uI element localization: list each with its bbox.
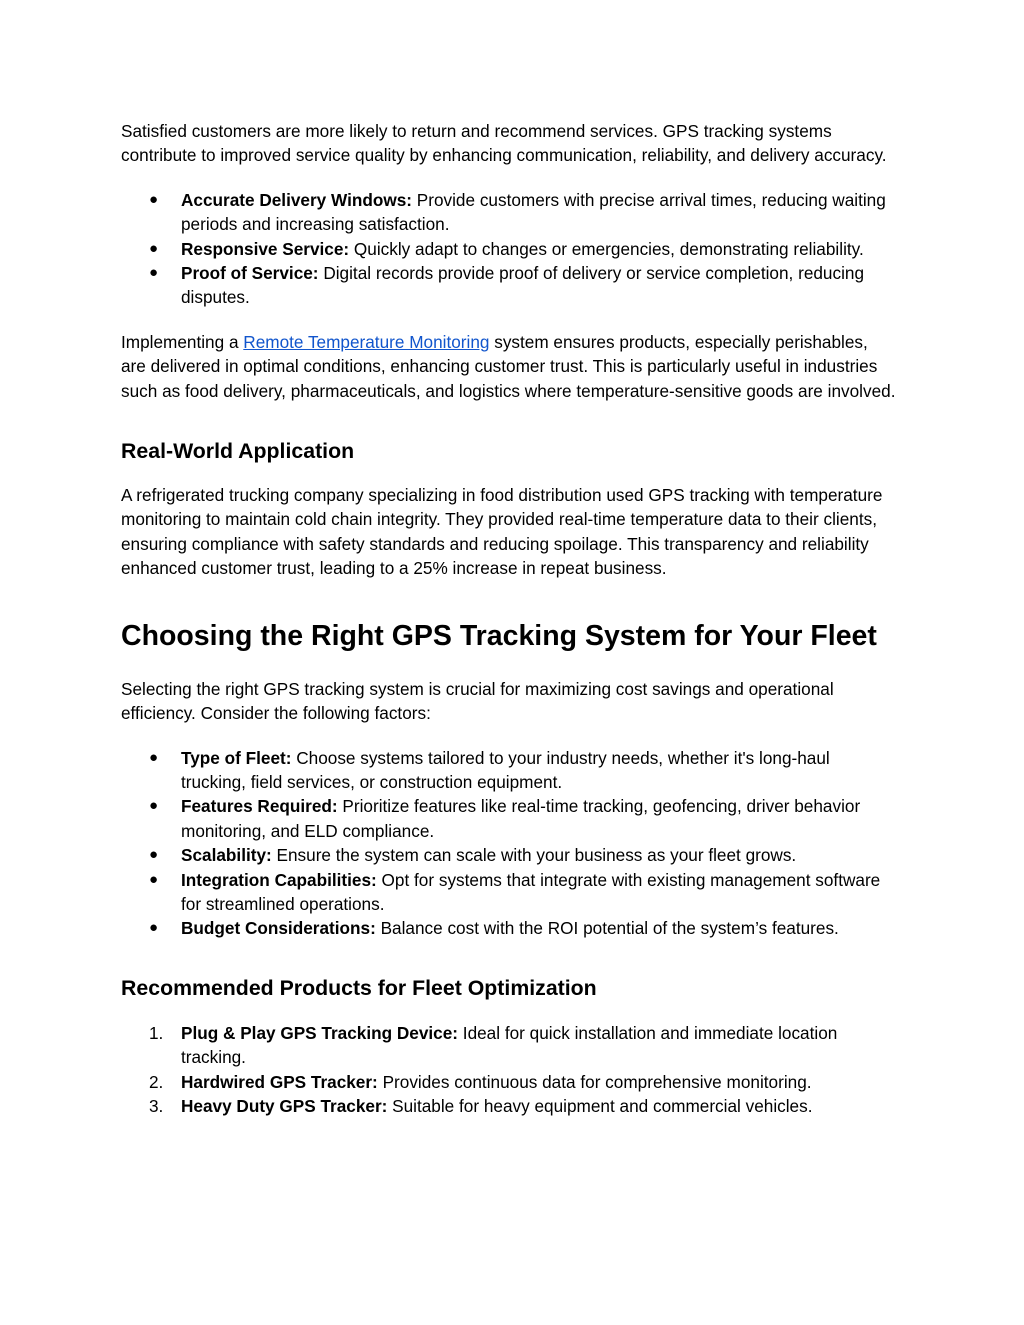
list-item-text: Opt for systems that integrate with existing management software for streamlined operations. <box>181 869 881 914</box>
document-page <box>121 119 896 1118</box>
temperature-text-after: system ensures products, especially perishables, are delivered in optimal conditions, enhancing customer trust. This is particularly useful in industries such as food delivery, pharmaceuticals, and logistics where temperature-sensitive goods are involved. <box>121 331 896 401</box>
bullet-icon: ● <box>149 748 159 766</box>
list-item-title: Integration Capabilities: <box>181 869 377 890</box>
real-world-heading: Real-World Application <box>121 439 355 464</box>
list-item <box>121 843 896 867</box>
list-item-text: Ideal for quick installation and immediate location tracking. <box>181 1022 838 1068</box>
remote-temperature-monitoring-link[interactable]: Remote Temperature Monitoring <box>243 331 490 352</box>
temperature-text-before: Implementing a <box>121 331 244 352</box>
choosing-intro-paragraph: Selecting the right GPS tracking system is crucial for maximizing cost savings and operational efficiency. Consider the following factors: <box>121 678 834 724</box>
list-item-text: Digital records provide proof of delivery or service completion, reducing disputes. <box>181 263 865 308</box>
list-item-text: Provides continuous data for comprehensive monitoring. <box>377 1071 812 1092</box>
list-item-text: Ensure the system can scale with your business as your fleet grows. <box>271 845 797 866</box>
bullet-icon: ● <box>149 239 159 257</box>
list-number: 1. <box>149 1022 164 1043</box>
bullet-icon: ● <box>149 870 159 888</box>
list-item-title: Plug & Play GPS Tracking Device: <box>181 1022 459 1043</box>
list-item <box>121 237 896 261</box>
list-item-title: Type of Fleet: <box>181 747 292 768</box>
list-item-title: Features Required: <box>181 796 338 817</box>
bullet-icon: ● <box>149 190 159 208</box>
bullet-icon: ● <box>149 919 159 937</box>
temperature-paragraph <box>121 330 896 403</box>
list-item-title: Heavy Duty GPS Tracker: <box>181 1095 388 1116</box>
list-item-text: Prioritize features like real-time tracking, geofencing, driver behavior monitoring, and ELD compliance. <box>181 796 861 841</box>
bullet-icon: ● <box>149 264 159 282</box>
choosing-heading: Choosing the Right GPS Tracking System for Your Fleet <box>121 619 877 652</box>
list-item-title: Proof of Service: <box>181 263 319 284</box>
list-number: 2. <box>149 1071 164 1092</box>
list-item <box>121 1094 896 1118</box>
bullet-icon: ● <box>149 797 159 815</box>
factors-list <box>121 746 896 941</box>
list-item-title: Hardwired GPS Tracker: <box>181 1071 378 1092</box>
list-item-text: Choose systems tailored to your industry needs, whether it's long-haul trucking, field services, or construction equipment. <box>181 747 830 792</box>
bullet-icon: ● <box>149 846 159 864</box>
list-item <box>121 188 896 237</box>
list-item <box>121 868 896 917</box>
list-item <box>121 261 896 310</box>
list-item-text: Suitable for heavy equipment and commercial vehicles. <box>387 1095 813 1116</box>
list-item <box>121 746 896 795</box>
list-item <box>121 916 896 940</box>
list-number: 3. <box>149 1095 164 1116</box>
list-item <box>121 1070 896 1094</box>
list-item-title: Accurate Delivery Windows: <box>181 189 412 210</box>
list-item-title: Budget Considerations: <box>181 918 376 939</box>
products-list <box>121 1021 896 1119</box>
intro-paragraph: Satisfied customers are more likely to return and recommend services. GPS tracking systems contribute to improved service quality by enhancing communication, reliability, and delivery accuracy. <box>121 121 887 166</box>
list-item-text: Quickly adapt to changes or emergencies, demonstrating reliability. <box>349 238 864 259</box>
satisfaction-list <box>121 188 896 310</box>
list-item <box>121 1021 896 1070</box>
list-item-text: Provide customers with precise arrival times, reducing waiting periods and increasing satisfaction. <box>181 189 886 235</box>
list-item-title: Responsive Service: <box>181 238 350 259</box>
real-world-paragraph: A refrigerated trucking company specializing in food distribution used GPS tracking with temperature monitoring to maintain cold chain integrity. They provided real-time temperature data to their clients, ensuring compliance with safety standards and reducing spoilage. This transparency and reliability enhanced customer trust, leading to a 25% increase in repeat business. <box>121 485 883 579</box>
list-item-text: Balance cost with the ROI potential of the system’s features. <box>375 918 839 939</box>
recommended-heading: Recommended Products for Fleet Optimization <box>121 975 597 1000</box>
list-item <box>121 794 896 843</box>
list-item-title: Scalability: <box>181 845 272 866</box>
